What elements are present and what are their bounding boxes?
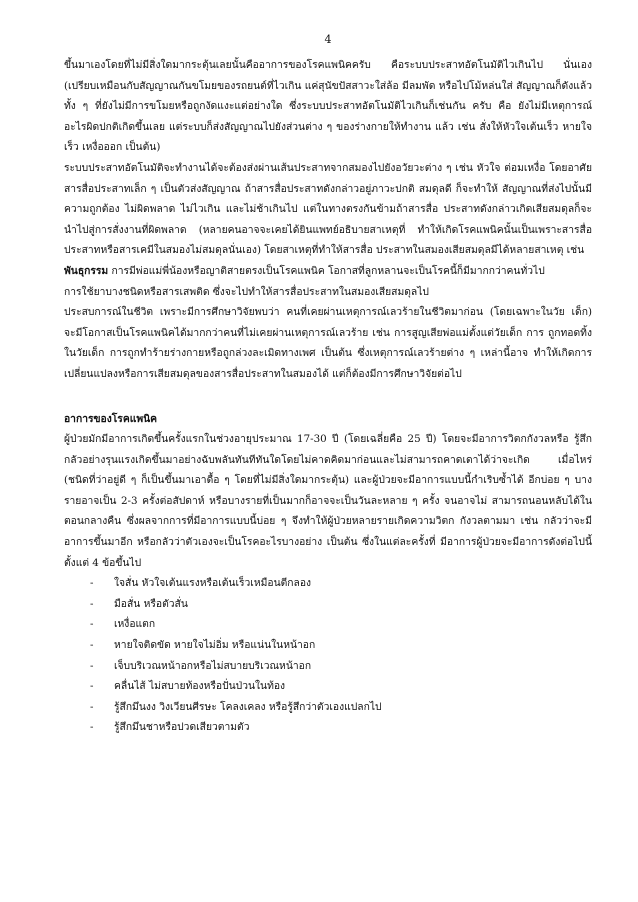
symptoms-intro: ผู้ป่วยมักมีอาการเกิดขึ้นครั้งแรกในช่วงอายุประมาณ 17-30 ปี (โดยเฉลี่ยคือ 25 ปี) โดยจะมีอาการวิตกกังวลหรือ รู้สึกกลัวอย่างรุนแรงเกิดขึ้นมาอย่างฉับพลันทันทีทันใดโดยไม่คาดคิดมาก่อนและไม่สามารถคาดเดาได้ว่าจะเกิด เมื่อไหร่ (ชนิดที่ว่าอยู่ดี ๆ ก็เป็นขึ้นมาเอาดื้อ ๆ โดยที่ไม่มีสิ่งใดมากระตุ้น) และผู้ป่วยจะมีอาการแบบนี้กำเริบซ้ำได้ อีกบ่อย ๆ บางรายอาจเป็น 2-3 ครั้งต่อสัปดาห์ หรือบางรายที่เป็นมากก็อาจจะเป็นวันละหลาย ๆ ครั้ง จนอาจไม่ สามารถนอนหลับได้ในตอนกลางคืน ซึ่งผลจากการที่มีอาการแบบนี้บ่อย ๆ จึงทำให้ผู้ป่วยหลายรายเกิดความวิตก กังวลตามมา เช่น กลัวว่าจะมีอาการขึ้นมาอีก หรือกลัวว่าตัวเองจะเป็นโรคอะไรบางอย่าง เป็นต้น ซึ่งในแต่ละครั้งที่ มีอาการผู้ป่วยจะมีอาการดังต่อไปนี้ตั้งแต่ 4 ข้อขึ้นไป — [64, 433, 592, 569]
bullet-mark: - — [90, 680, 94, 693]
genetics-text: การมีพ่อแม่พี่น้องหรือญาติสายตรงเป็นโรคแพนิค โอกาสที่ลูกหลานจะเป็นโรคนี้ก็มีมากกว่าคนทั่วไป — [108, 264, 545, 277]
bullet-mark: - — [90, 618, 94, 631]
symptom-text: รู้สึกมึนชาหรือปวดเสียวตามตัว — [114, 721, 250, 734]
bullet-mark: - — [90, 577, 94, 590]
list-item — [90, 676, 592, 697]
page-number: 4 — [324, 33, 332, 46]
symptom-text: เจ็บบริเวณหน้าอกหรือไม่สบายบริเวณหน้าอก — [114, 659, 312, 672]
symptom-text: เหงื่อแตก — [114, 618, 156, 631]
paragraph-drug-use: การใช้ยาบางชนิดหรือสารเสพติด ซึ่งจะไปทำให้สารสื่อประสาทในสมองเสียสมดุลไป — [64, 285, 429, 298]
paragraph-neurotransmitter-imbalance: ระบบประสาทอัตโนมัติจะทำงานได้จะต้องส่งผ่านเส้นประสาทจากสมองไปยังอวัยวะต่าง ๆ เช่น หัวใจ ต่อมเหงื่อ โดยอาศัยสารสื่อประสาทเล็ก ๆ เป็นตัวส่งสัญญาณ ถ้าสารสื่อประสาทดังกล่าวอยู่ภาวะปกติ สมดุลดี ก็จะทำให้ สัญญาณที่ส่งไปนั้นมีความถูกต้อง ไม่ผิดพลาด ไม่ไวเกิน และไม่ช้าเกินไป แต่ในทางตรงกันข้ามถ้าสารสื่อ ประสาทดังกล่าวเกิดเสียสมดุลก็จะนำไปสู่การสั่งงานที่ผิดพลาด (หลายคนอาจจะเคยได้ยินแพทย์อธิบายสาเหตุที่ ทำให้เกิดโรคแพนิคนั้นเป็นเพราะสารสื่อประสาทหรือสารเคมีในสมองไม่สมดุลนั่นเอง) โดยสาเหตุที่ทำให้สารสื่อ ประสาทในสมองเสียสมดุลมีได้หลายสาเหตุ เช่น — [64, 161, 592, 257]
genetics-label: พันธุกรรม — [64, 264, 109, 277]
symptom-text: รู้สึกมึนงง วิงเวียนศีรษะ โคลงเคลง หรือรู้สึกว่าตัวเองแปลกไป — [114, 700, 382, 713]
symptom-list — [64, 573, 592, 738]
symptom-text: คลื่นไส้ ไม่สบายท้องหรือปั่นป่วนในท้อง — [114, 680, 286, 693]
symptom-text: ใจสั่น หัวใจเต้นแรงหรือเต้นเร็วเหมือนตีกลอง — [114, 577, 312, 590]
bullet-mark: - — [90, 639, 94, 652]
list-item — [90, 594, 592, 615]
bullet-mark: - — [90, 597, 94, 610]
bullet-mark: - — [90, 721, 94, 734]
bullet-mark: - — [90, 700, 94, 713]
symptoms-heading: อาการของโรคแพนิค — [64, 412, 158, 425]
paragraph-life-experience: ประสบการณ์ในชีวิต เพราะมีการศึกษาวิจัยพบว่า คนที่เคยผ่านเหตุการณ์เลวร้ายในชีวิตมาก่อน (โดยเฉพาะในวัย เด็ก) จะมีโอกาสเป็นโรคแพนิคได้มากกว่าคนที่ไม่เคยผ่านเหตุการณ์เลวร้าย เช่น การสูญเสียพ่อแม่ตั้งแต่วัยเด็ก การ ถูกทอดทิ้งในวัยเด็ก การถูกทำร้ายร่างกายหรือถูกล่วงละเมิดทางเพศ เป็นต้น ซึ่งเหตุการณ์เลวร้ายต่าง ๆ เหล่านี้อาจ ทำให้เกิดการเปลี่ยนแปลงหรือการเสียสมดุลของสารสื่อประสาทในสมองได้ แต่ก็ต้องมีการศึกษาวิจัยต่อไป — [64, 306, 592, 380]
list-item — [90, 656, 592, 677]
symptom-text: หายใจติดขัด หายใจไม่อิ่ม หรือแน่นในหน้าอก — [114, 639, 316, 652]
list-item — [90, 635, 592, 656]
list-item — [90, 717, 592, 738]
list-item — [90, 573, 592, 594]
paragraph-genetics — [64, 261, 592, 282]
list-item — [90, 614, 592, 635]
symptom-text: มือสั่น หรือตัวสั่น — [114, 597, 188, 610]
paragraph-autonomic-overreaction: ขึ้นมาเองโดยที่ไม่มีสิ่งใดมากระตุ้นเลยนั้นคืออาการของโรคแพนิคครับ คือระบบประสาทอัตโนมัติไวเกินไป นั่นเอง (เปรียบเหมือนกับสัญญาณกันขโมยของรถยนต์ที่ไวเกิน แค่สุนัขปัสสาวะใส่ล้อ มีลมพัด หรือไปโม้หล่นใส่ สัญญาณก็ดังแล้ว ทั้ง ๆ ที่ยังไม่มีการขโมยหรือถูกงัดแงะแต่อย่างใด ซึ่งระบบประสาทอัตโนมัติไวเกินก็เช่นกัน ครับ คือ ยังไม่มีเหตุการณ์อะไรผิดปกติเกิดขึ้นเลย แต่ระบบก็ส่งสัญญาณไปยังส่วนต่าง ๆ ของร่างกายให้ทำงาน แล้ว เช่น สั่งให้หัวใจเต้นเร็ว หายใจเร็ว เหงื่อออก เป็นต้น) — [64, 59, 592, 154]
list-item — [90, 697, 592, 718]
bullet-mark: - — [90, 659, 94, 672]
